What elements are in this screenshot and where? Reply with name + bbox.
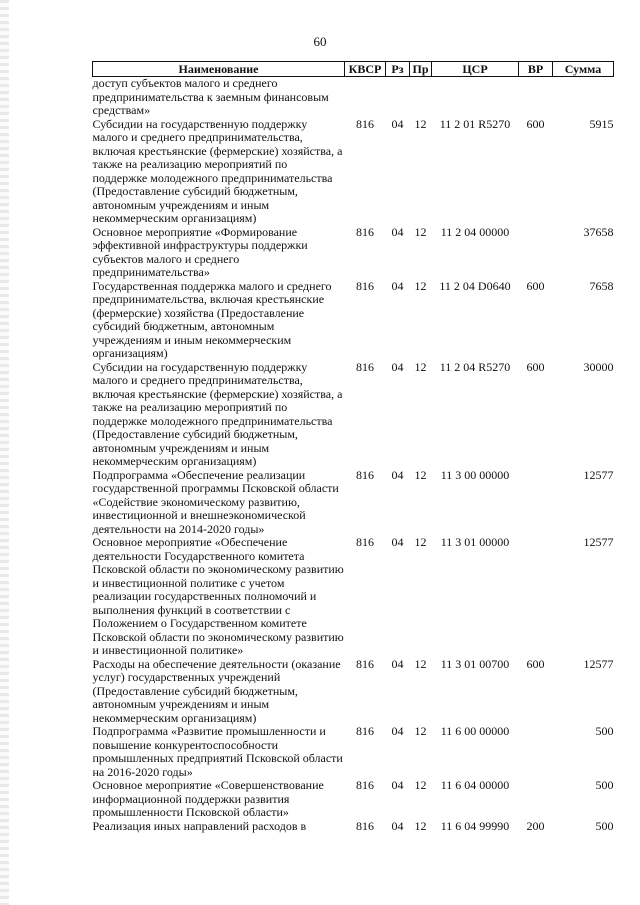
header-name: Наименование — [93, 62, 345, 77]
cell-rz: 04 — [391, 724, 404, 738]
cell-name: Субсидии на государственную поддержку малого и среднего предпринимательства, включая крестьянские (фермерские) хозяйства, а также на реализацию мероприятий по поддержке молодежного предпринимательства (Предоставление субсидий бюджетным, автономным учреждениям и иным некоммерческим организациям) — [92, 359, 343, 468]
table-row — [93, 77, 614, 118]
cell-name: Расходы на обеспечение деятельности (оказание услуг) государственных учреждений (Предоставление субсидий бюджетным, автономным учреждениям и иным некоммерческим организациям) — [92, 656, 341, 725]
table-body — [93, 77, 614, 834]
cell-csr: 11 2 04 R5270 — [439, 359, 511, 374]
cell-rz: 04 — [391, 278, 404, 293]
cell-sum: 37658 — [583, 224, 614, 239]
cell-csr: 11 6 00 00000 — [440, 724, 510, 738]
table-row — [93, 725, 614, 779]
table-row — [93, 658, 614, 726]
cell-csr: 11 2 04 D0640 — [439, 278, 511, 293]
cell-rz — [386, 77, 410, 118]
cell-sum: 30000 — [583, 359, 614, 374]
table-row — [93, 469, 614, 537]
cell-kvsr: 816 — [356, 467, 374, 482]
cell-rz: 04 — [391, 359, 404, 374]
cell-name: Основное мероприятие «Совершенствование информационной поддержки развития промышленности Псковской области» — [92, 778, 324, 819]
cell-rz: 04 — [391, 818, 404, 833]
cell-sum: 12577 — [583, 656, 614, 671]
cell-vr — [519, 469, 553, 537]
cell-kvsr: 816 — [356, 278, 374, 293]
cell-kvsr: 816 — [356, 778, 374, 792]
table-row — [93, 361, 614, 469]
cell-sum: 12577 — [583, 535, 614, 549]
cell-vr — [519, 77, 553, 118]
header-csr: ЦСР — [432, 62, 519, 77]
table-row — [93, 820, 614, 834]
cell-sum — [553, 77, 614, 118]
cell-vr — [519, 725, 553, 779]
cell-vr — [519, 536, 553, 658]
scan-left-edge — [0, 0, 9, 905]
cell-name: Реализация иных направлений расходов в — [92, 818, 307, 833]
cell-csr: 11 3 01 00000 — [440, 535, 510, 549]
header-rz: Рз — [386, 62, 410, 77]
cell-kvsr: 816 — [356, 535, 374, 549]
cell-pr: 12 — [414, 656, 427, 671]
cell-pr: 12 — [414, 724, 427, 738]
cell-name: Субсидии на государственную поддержку малого и среднего предпринимательства, включая крестьянские (фермерские) хозяйства, а также на реализацию мероприятий по поддержке молодежного предпринимательства (Предоставление субсидий бюджетным, автономным учреждениям и иным некоммерческим организациям) — [92, 116, 343, 225]
table-row — [93, 226, 614, 280]
cell-rz: 04 — [391, 116, 404, 131]
cell-pr: 12 — [414, 224, 427, 239]
cell-rz: 04 — [391, 224, 404, 239]
cell-csr — [432, 77, 519, 118]
page-number: 60 — [313, 34, 327, 49]
cell-name: Государственная поддержка малого и среднего предпринимательства, включая крестьянские (фермерские) хозяйства (Предоставление субсидий бюджетным, автономным учреждениям и иным некоммерческим организациям) — [92, 278, 332, 360]
cell-sum: 12577 — [583, 467, 614, 482]
table-row — [93, 280, 614, 361]
cell-name: Основное мероприятие «Обеспечение деятельности Государственного комитета Псковской области по экономическому развитию и инвестиционной политике с учетом реализации государственных полномочий и выполнения функций в соответствии с Положением о Государственном комитете Псковской области по экономическому развитию и инвестиционной политике» — [92, 535, 344, 657]
table-row — [93, 536, 614, 658]
cell-vr: 600 — [526, 116, 545, 131]
cell-vr: 600 — [526, 656, 545, 671]
cell-pr: 12 — [414, 818, 427, 833]
header-vr: ВР — [519, 62, 553, 77]
cell-csr: 11 3 01 00700 — [440, 656, 510, 671]
cell-vr: 600 — [526, 359, 545, 374]
table-row — [93, 779, 614, 820]
header-pr: Пр — [410, 62, 432, 77]
cell-name: Подпрограмма «Обеспечение реализации государственной программы Псковской области «Содействие экономическому развитию, инвестиционной и внешнеэкономической деятельности на 2014-2020 годы» — [92, 467, 339, 536]
cell-sum: 5915 — [589, 116, 614, 131]
cell-kvsr — [345, 77, 386, 118]
cell-vr: 200 — [526, 818, 545, 833]
budget-table — [92, 61, 614, 833]
cell-rz: 04 — [391, 656, 404, 671]
cell-sum: 7658 — [589, 278, 614, 293]
cell-vr — [519, 226, 553, 280]
cell-sum: 500 — [595, 724, 614, 738]
cell-vr: 600 — [526, 278, 545, 293]
cell-name: Основное мероприятие «Формирование эффективной инфраструктуры поддержки субъектов малого и среднего предпринимательства» — [92, 224, 308, 279]
cell-rz: 04 — [391, 467, 404, 482]
cell-pr — [410, 77, 432, 118]
cell-rz: 04 — [391, 535, 404, 549]
cell-csr: 11 3 00 00000 — [440, 467, 510, 482]
cell-pr: 12 — [414, 467, 427, 482]
table-row — [93, 118, 614, 226]
cell-pr: 12 — [414, 778, 427, 792]
cell-vr — [519, 779, 553, 820]
cell-rz: 04 — [391, 778, 404, 792]
cell-csr: 11 6 04 99990 — [440, 818, 510, 833]
cell-name: Подпрограмма «Развитие промышленности и повышение конкурентоспособности промышленных предприятий Псковской области на 2016-2020 годы» — [92, 724, 343, 779]
cell-pr: 12 — [414, 359, 427, 374]
cell-kvsr: 816 — [356, 818, 374, 833]
cell-kvsr: 816 — [356, 656, 374, 671]
cell-name: доступ субъектов малого и среднего предпринимательства к заемным финансовым средствам» — [92, 76, 329, 117]
header-kvsr: КВСР — [345, 62, 386, 77]
cell-pr: 12 — [414, 535, 427, 549]
cell-csr: 11 6 04 00000 — [440, 778, 510, 792]
cell-csr: 11 2 01 R5270 — [439, 116, 511, 131]
cell-sum: 500 — [595, 778, 614, 792]
cell-pr: 12 — [414, 278, 427, 293]
cell-pr: 12 — [414, 116, 427, 131]
cell-sum: 500 — [595, 818, 614, 833]
cell-kvsr: 816 — [356, 359, 374, 374]
table-header — [93, 62, 614, 77]
cell-kvsr: 816 — [356, 724, 374, 738]
cell-csr: 11 2 04 00000 — [440, 224, 510, 239]
header-sum: Сумма — [553, 62, 614, 77]
cell-kvsr: 816 — [356, 116, 374, 131]
cell-kvsr: 816 — [356, 224, 374, 239]
